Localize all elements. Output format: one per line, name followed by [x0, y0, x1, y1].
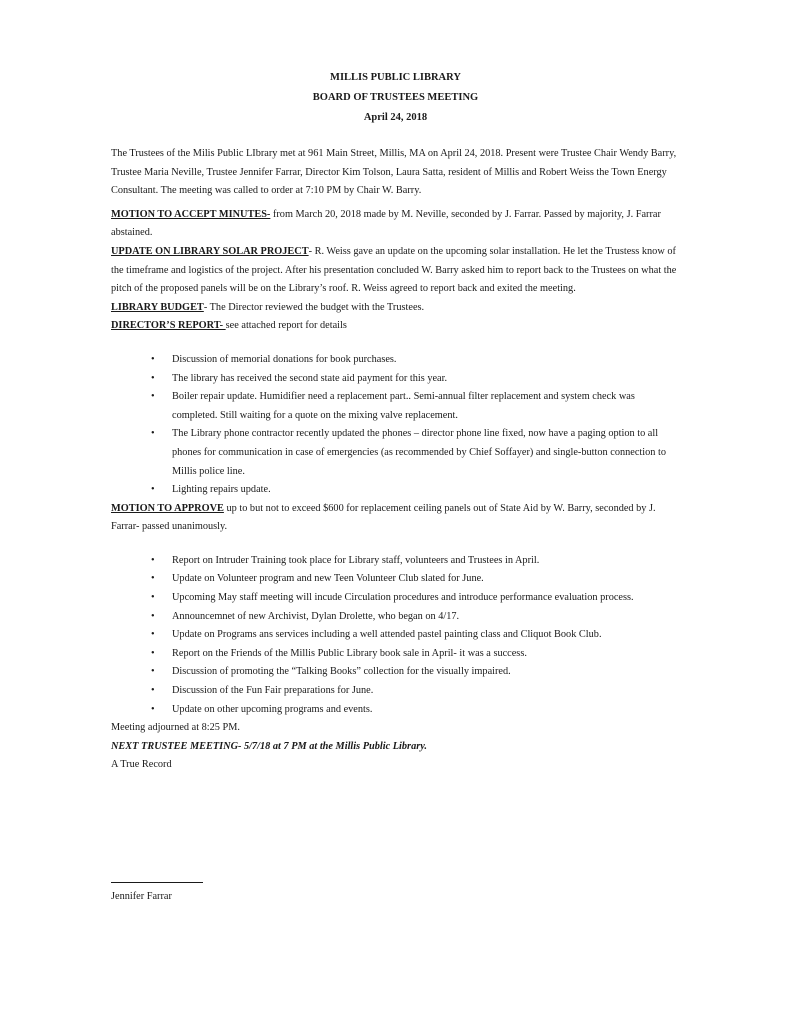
bullet-icon: •: [151, 703, 155, 715]
minutes-motion-text: from March 20, 2018 made by M. Neville, seconded by J. Farrar. Passed by majority, J. Farrar abstained.: [111, 208, 661, 239]
list-item: • Announcemnet of new Archivist, Dylan Drolette, who began on 4/17.: [111, 608, 681, 627]
approve-motion-heading: MOTION TO APPROVE: [111, 502, 224, 514]
bullet-icon: •: [151, 372, 155, 384]
adjourned-line: Meeting adjourned at 8:25 PM.: [111, 722, 240, 734]
director-report-paragraph: [111, 317, 681, 336]
director-report-list: [111, 351, 681, 500]
minutes-motion-heading: MOTION TO ACCEPT MINUTES-: [111, 208, 271, 220]
approve-motion-paragraph: [111, 500, 681, 537]
bullet-icon: •: [151, 629, 155, 641]
list-item: • Update on Volunteer program and new Teen Volunteer Club slated for June.: [111, 570, 681, 589]
bullet-icon: •: [151, 484, 155, 496]
signature-name: Jennifer Farrar: [111, 891, 172, 902]
list-item: • Lighting repairs update.: [111, 481, 681, 500]
bullet-icon: •: [151, 428, 155, 440]
approve-motion-text: up to but not to exceed $600 for replacement ceiling panels out of State Aid by W. Barry, seconded by J. Farrar- passed unanimously.: [111, 502, 656, 533]
minutes-motion-paragraph: [111, 206, 681, 243]
bullet-icon: •: [151, 573, 155, 585]
updates-list: [111, 552, 681, 719]
director-report-text: see attached report for details: [225, 320, 347, 332]
solar-paragraph: [111, 243, 681, 299]
budget-paragraph: [111, 299, 681, 318]
minutes-body: [111, 145, 681, 775]
director-report-heading: DIRECTOR’S REPORT-: [111, 320, 226, 332]
true-record-line: A True Record: [111, 759, 172, 771]
list-item: • Update on other upcoming programs and events.: [111, 701, 681, 720]
bullet-icon: •: [151, 592, 155, 604]
intro-paragraph: The Trustees of the Milis Public LIbrary met at 961 Main Street, Millis, MA on April 24, 2018. Present were Trustee Chair Wendy Barry, Trustee Maria Neville, Trustee Jennifer Farrar, Director Kim Tolson, Laura Satta, resident of Millis and Robert Weiss the Town Energy Consultant. The meeting was called to order at 7:10 PM by Chair W. Barry.: [111, 148, 677, 197]
meeting-date: April 24, 2018: [363, 112, 428, 123]
budget-text: - The Director reviewed the budget with the Trustees.: [203, 301, 425, 313]
bullet-icon: •: [151, 666, 155, 678]
bullet-icon: •: [151, 554, 155, 566]
list-item: • Discussion of memorial donations for book purchases.: [111, 351, 681, 370]
list-item: • The Library phone contractor recently updated the phones – director phone line fixed, now have a paging option to all phones for communication in case of emergencies (as recommended by Chief Soffayer) and single-button connection to Millis police line.: [111, 425, 681, 481]
list-item: • Discussion of the Fun Fair preparations for June.: [111, 682, 681, 701]
bullet-icon: •: [151, 685, 155, 697]
library-name: MILLIS PUBLIC LIBRARY: [330, 72, 461, 83]
list-item: • Report on the Friends of the Millis Public Library book sale in April- it was a success.: [111, 645, 681, 664]
bullet-icon: •: [151, 610, 155, 622]
next-meeting-line: NEXT TRUSTEE MEETING- 5/7/18 at 7 PM at the Millis Public Library.: [111, 740, 427, 752]
list-item: • Report on Intruder Training took place for Library staff, volunteers and Trustees in April.: [111, 552, 681, 571]
meeting-title: BOARD OF TRUSTEES MEETING: [312, 92, 479, 103]
list-item: • Discussion of promoting the “Talking Books” collection for the visually impaired.: [111, 663, 681, 682]
list-item: • Upcoming May staff meeting will incude Circulation procedures and introduce performance evaluation process.: [111, 589, 681, 608]
document-header: [0, 68, 791, 128]
signature-line: [111, 882, 203, 883]
list-item: • Boiler repair update. Humidifier need a replacement part.. Semi-annual filter replacement and system check was completed. Still waiting for a quote on the mixing valve replacement.: [111, 388, 681, 425]
solar-text: - R. Weiss gave an update on the upcoming solar installation. He let the Trustess know of the timeframe and logistics of the project. After his presentation concluded W. Barry asked him to report back to the Trustees on what the pitch of the proposed panels will be on the Library’s roof. R. Weiss agreed to report back and exited the meeting.: [111, 245, 677, 295]
list-item: • Update on Programs ans services including a well attended pastel painting class and Cliquot Book Club.: [111, 626, 681, 645]
list-item: • The library has received the second state aid payment for this year.: [111, 370, 681, 389]
bullet-icon: •: [151, 353, 155, 365]
bullet-icon: •: [151, 647, 155, 659]
bullet-icon: •: [151, 391, 155, 403]
budget-heading: LIBRARY BUDGET: [111, 301, 204, 313]
solar-heading: UPDATE ON LIBRARY SOLAR PROJECT: [111, 245, 309, 257]
